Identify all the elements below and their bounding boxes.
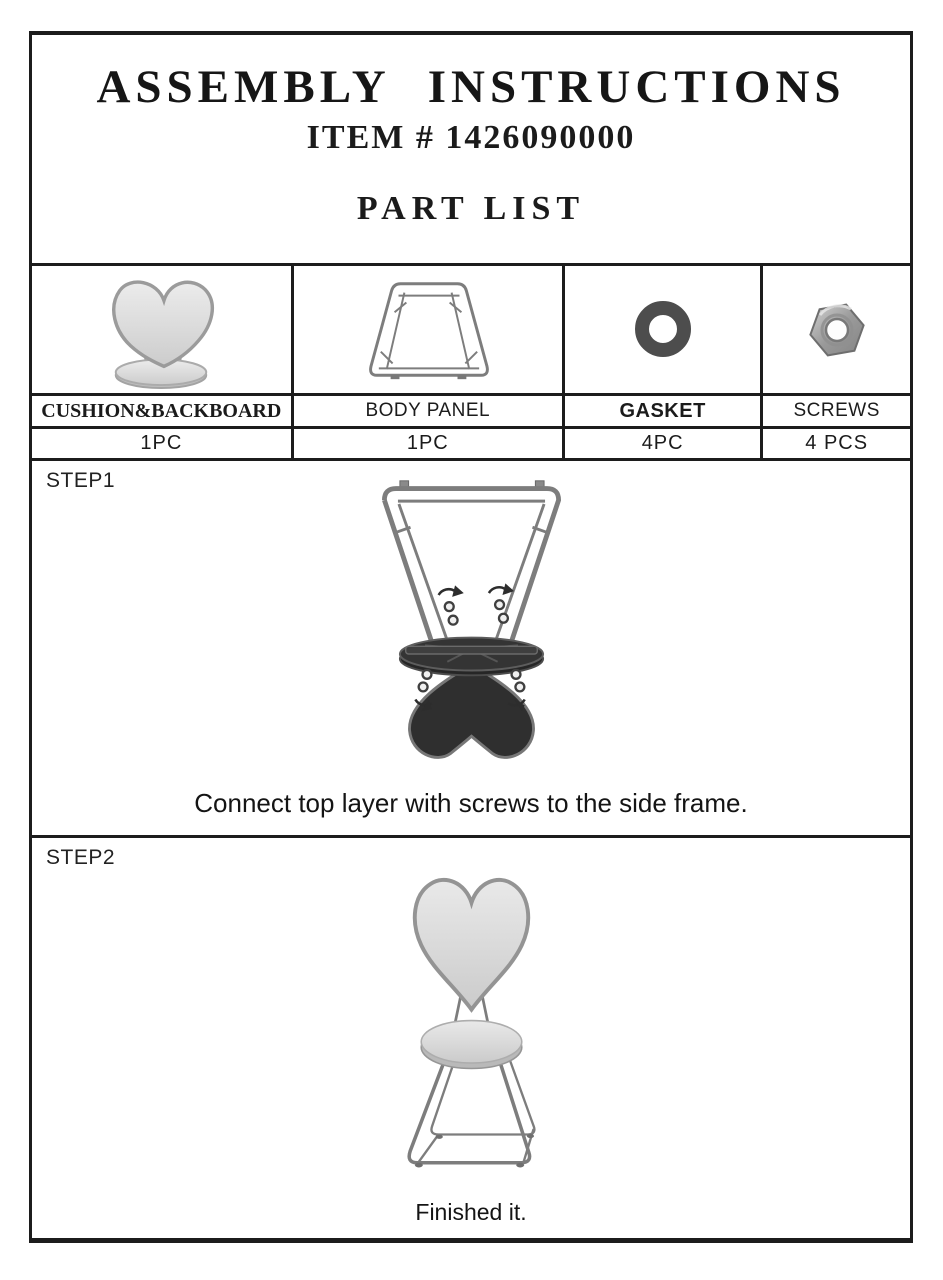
part-cell-screws (763, 266, 910, 393)
part-name-body-panel: BODY PANEL (365, 400, 491, 421)
item-number: ITEM # 1426090000 (306, 119, 636, 156)
step1-diagram-area (32, 461, 910, 788)
parts-qty-row (32, 426, 910, 458)
part-cell-gasket (565, 266, 763, 393)
part-qty-screws: 4 PCS (805, 432, 869, 454)
step2-label: STEP2 (46, 846, 116, 869)
part-cell-body-panel (294, 266, 565, 393)
finished-heart-chair-diagram (339, 854, 604, 1184)
page-title: ASSEMBLY INSTRUCTIONS (96, 61, 846, 113)
part-qty-cushion-backboard: 1PC (140, 432, 183, 454)
parts-image-row (32, 263, 910, 393)
step2-diagram-area (32, 838, 910, 1199)
step1-label: STEP1 (46, 469, 116, 492)
header-section (32, 35, 910, 263)
hex-nut-icon (787, 285, 887, 375)
part-name-screws: SCREWS (793, 400, 880, 421)
body-panel-frame-icon (347, 271, 509, 389)
gasket-washer-icon (613, 285, 713, 375)
part-name-gasket: GASKET (619, 399, 706, 422)
step1-section (32, 458, 910, 835)
step2-section (32, 835, 910, 1238)
part-cell-cushion-backboard (32, 266, 294, 393)
sheet-border (29, 31, 913, 1243)
part-name-cushion-backboard: CUSHION&BACKBOARD (41, 399, 282, 422)
upside-down-chair-assembly-diagram (349, 475, 594, 775)
step1-caption: Connect top layer with screws to the side frame. (194, 788, 748, 818)
part-list-heading: PART LIST (356, 190, 586, 227)
step2-caption: Finished it. (415, 1199, 527, 1225)
parts-name-row (32, 393, 910, 426)
part-qty-body-panel: 1PC (406, 432, 449, 454)
cushion-backboard-icon (75, 271, 247, 389)
part-qty-gasket: 4PC (641, 432, 684, 454)
